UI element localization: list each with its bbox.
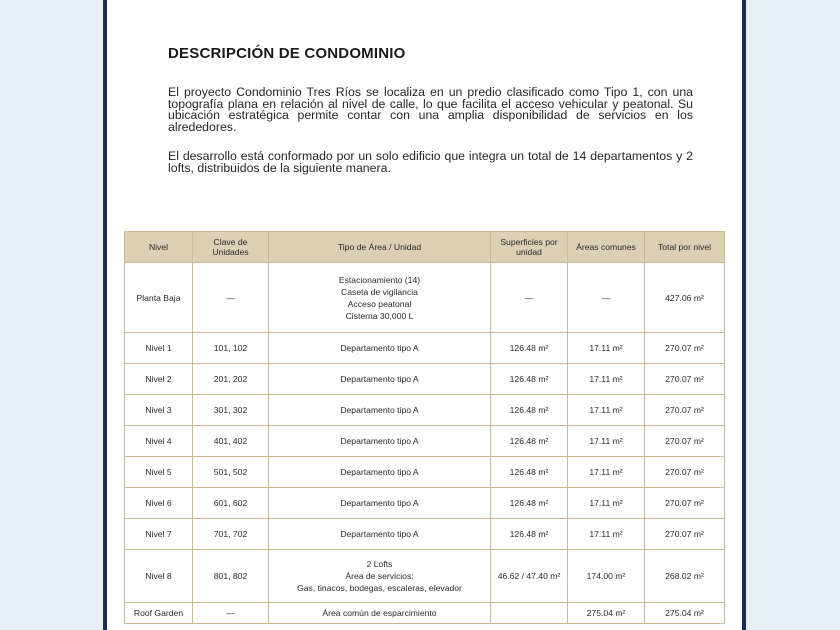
cell-clave: 801, 802 (193, 550, 269, 603)
tipo-line: Acceso peatonal (347, 298, 412, 309)
cell-comunes: 17.11 m² (568, 426, 645, 457)
cell-nivel: Nivel 6 (125, 488, 193, 519)
cell-total: 270.07 m² (645, 333, 725, 364)
tipo-line: 2 Lofts (366, 559, 393, 569)
cell-comunes: 17.11 m² (568, 395, 645, 426)
cell-comunes: — (568, 263, 645, 333)
cell-nivel: Nivel 3 (125, 395, 193, 426)
cell-total: 270.07 m² (645, 519, 725, 550)
cell-total: 270.07 m² (645, 426, 725, 457)
table-row (125, 395, 725, 426)
table-row (125, 488, 725, 519)
cell-total: 270.07 m² (645, 364, 725, 395)
cell-superficie: 46.62 / 47.40 m² (491, 550, 568, 603)
cell-comunes: 17.11 m² (568, 488, 645, 519)
header-tipo: Tipo de Área / Unidad (269, 232, 491, 263)
table-header-row (125, 232, 725, 263)
table-row (125, 333, 725, 364)
header-comunes: Áreas comunes (568, 232, 645, 263)
cell-clave: 301, 302 (193, 395, 269, 426)
cell-nivel: Nivel 2 (125, 364, 193, 395)
cell-tipo: Área común de esparcimiento (269, 603, 491, 624)
cell-total: 270.07 m² (645, 395, 725, 426)
cell-comunes: 17.11 m² (568, 333, 645, 364)
cell-clave: 601, 602 (193, 488, 269, 519)
cell-comunes: 17.11 m² (568, 519, 645, 550)
cell-nivel: Nivel 1 (125, 333, 193, 364)
cell-clave: 501, 502 (193, 457, 269, 488)
cell-tipo: Departamento tipo A (269, 426, 491, 457)
cell-total: 275.04 m² (645, 603, 725, 624)
table-row-planta-baja (125, 263, 725, 333)
cell-nivel: Planta Baja (125, 263, 193, 333)
cell-superficie (491, 603, 568, 624)
cell-comunes: 17.11 m² (568, 364, 645, 395)
tipo-line: Área de servicios: (345, 571, 414, 581)
cell-comunes: 275.04 m² (568, 603, 645, 624)
cell-superficie: 126.48 m² (491, 519, 568, 550)
cell-clave: 401, 402 (193, 426, 269, 457)
cell-tipo: Departamento tipo A (269, 364, 491, 395)
cell-clave: — (193, 603, 269, 624)
cell-superficie: — (491, 263, 568, 333)
table-row (125, 457, 725, 488)
cell-nivel: Nivel 5 (125, 457, 193, 488)
cell-nivel: Nivel 7 (125, 519, 193, 550)
cell-comunes: 17.11 m² (568, 457, 645, 488)
cell-tipo (269, 550, 491, 603)
table-row-roof-garden (125, 603, 725, 624)
cell-nivel: Nivel 8 (125, 550, 193, 603)
cell-superficie: 126.48 m² (491, 364, 568, 395)
description-paragraph: El proyecto Condominio Tres Ríos se localiza en un predio clasificado como Tipo 1, con una topografía plana en relación al nivel de calle, lo que facilita el acceso vehicular y peatonal. Su ubicación estratégica permite contar con una amplia disponibilidad de servicios en los alrededores. (168, 85, 693, 134)
cell-nivel: Roof Garden (125, 603, 193, 624)
tipo-line: Estacionamiento (14) (338, 274, 421, 285)
header-superficie: Superficies por unidad (491, 232, 568, 263)
tipo-line: Caseta de vigilancia (341, 286, 418, 297)
header-nivel: Nivel (125, 232, 193, 263)
cell-tipo: Departamento tipo A (269, 488, 491, 519)
table-row (125, 426, 725, 457)
distribution-paragraph: El desarrollo está conformado por un solo edificio que integra un total de 14 departamentos y 2 lofts, distribuidos de la siguiente manera. (168, 149, 693, 175)
cell-superficie: 126.48 m² (491, 426, 568, 457)
cell-superficie: 126.48 m² (491, 457, 568, 488)
cell-total: 270.07 m² (645, 457, 725, 488)
page-title: DESCRIPCIÓN DE CONDOMINIO (168, 45, 406, 62)
cell-total: 427.06 m² (645, 263, 725, 333)
cell-total: 270.07 m² (645, 488, 725, 519)
cell-tipo (269, 263, 491, 333)
cell-clave: — (193, 263, 269, 333)
cell-tipo: Departamento tipo A (269, 333, 491, 364)
cell-nivel: Nivel 4 (125, 426, 193, 457)
header-clave: Clave de Unidades (193, 232, 269, 263)
cell-tipo: Departamento tipo A (269, 457, 491, 488)
cell-clave: 101, 102 (193, 333, 269, 364)
cell-superficie: 126.48 m² (491, 333, 568, 364)
document-page (103, 0, 746, 630)
tipo-line: Gas, tinacos, bodegas, escaleras, elevador (297, 583, 462, 593)
cell-tipo: Departamento tipo A (269, 519, 491, 550)
units-table (124, 231, 725, 624)
cell-total: 268.02 m² (645, 550, 725, 603)
header-total: Total por nivel (645, 232, 725, 263)
table-row-nivel-8 (125, 550, 725, 603)
cell-superficie: 126.48 m² (491, 488, 568, 519)
table-row (125, 364, 725, 395)
cell-comunes: 174.00 m² (568, 550, 645, 603)
cell-clave: 201, 202 (193, 364, 269, 395)
tipo-line: Cisterna 30,000 L (345, 310, 414, 321)
cell-tipo: Departamento tipo A (269, 395, 491, 426)
table-row (125, 519, 725, 550)
cell-clave: 701, 702 (193, 519, 269, 550)
cell-superficie: 126.48 m² (491, 395, 568, 426)
